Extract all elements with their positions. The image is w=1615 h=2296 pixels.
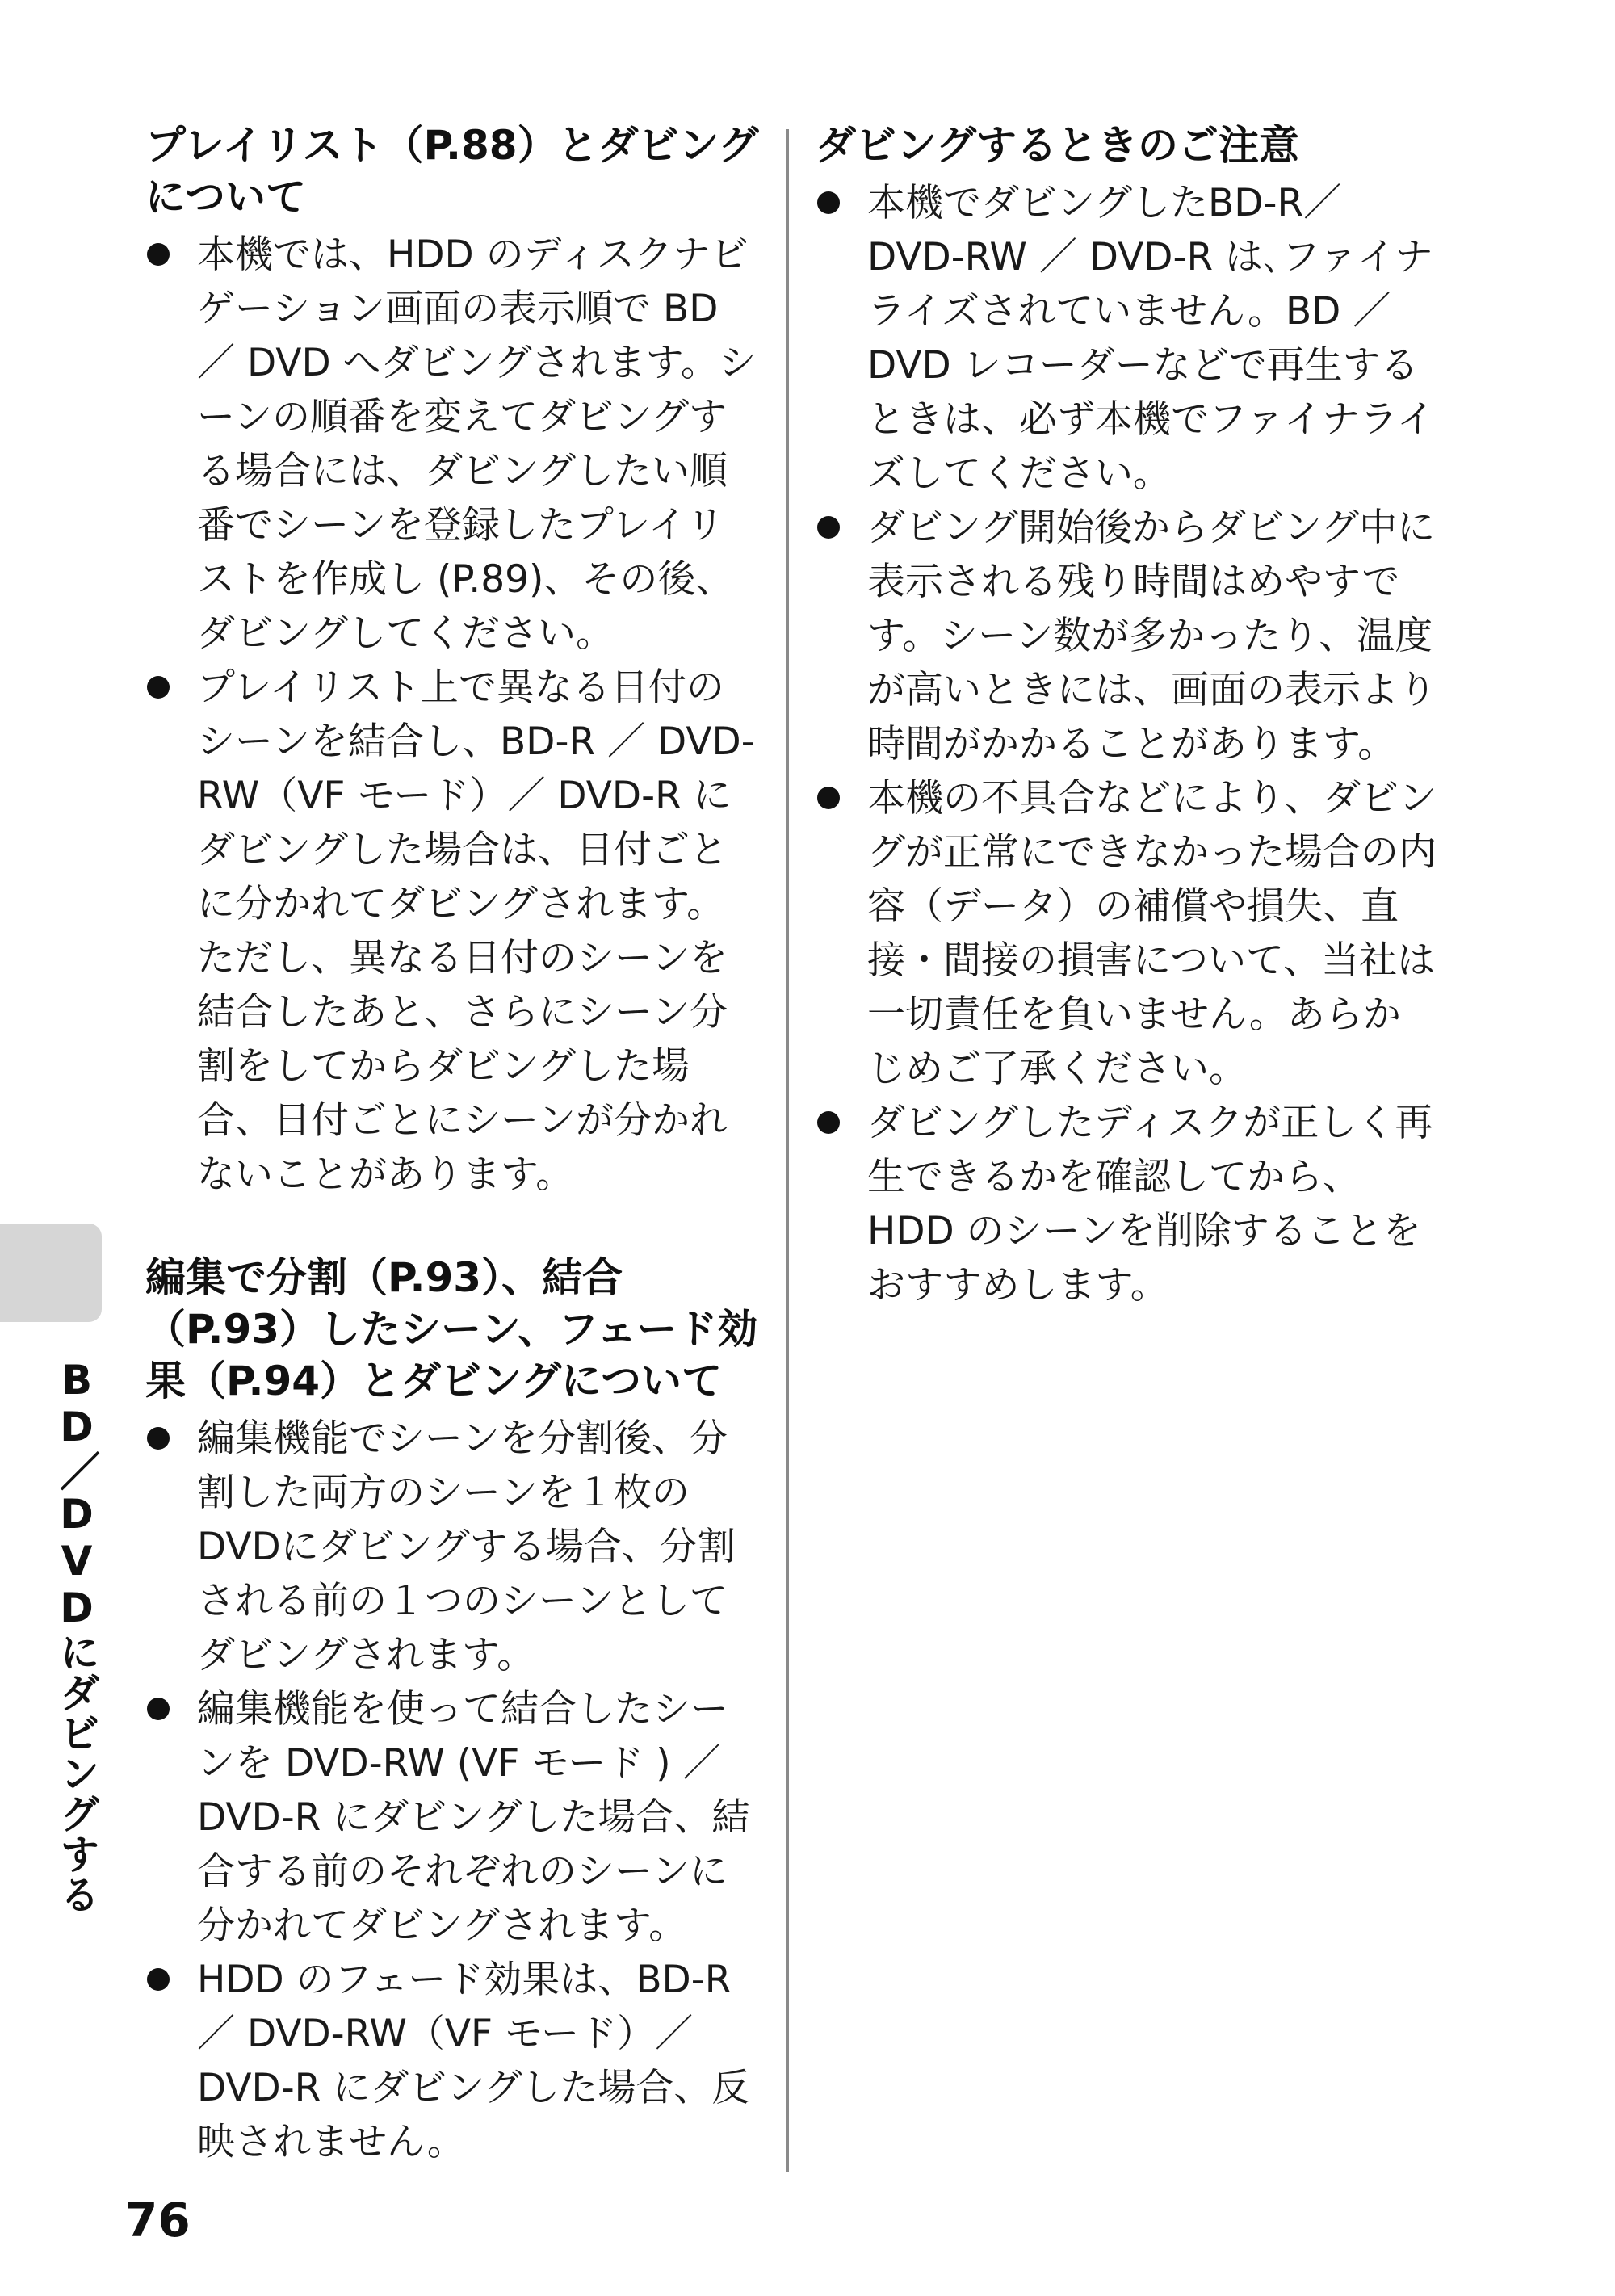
- list-item-text: 本機では、HDD のディスクナビゲーション画面の表示順で BD ／ DVD へダビングされます。シーンの順番を変えてダビングする場合には、ダビングしたい順番でシーンを登録したプレイリストを作成し (P.89)、その後、ダビングしてください。: [197, 233, 757, 656]
- section-edit-dubbing: [145, 1252, 759, 2169]
- list-item: [816, 176, 1437, 501]
- bullet-icon: [147, 1698, 170, 1720]
- bullet-icon: [147, 243, 170, 266]
- bullet-icon: [817, 1111, 840, 1134]
- bullet-icon: [147, 1427, 170, 1450]
- list-item: [145, 1412, 759, 1682]
- list-item: [145, 1953, 759, 2169]
- bullet-list: [145, 228, 759, 1202]
- list-item-text: ダビング開始後からダビング中に表示される残り時間はめやすです。シーン数が多かったり、温度が高いときには、画面の表示より時間がかかることがあります。: [867, 506, 1437, 766]
- list-item-text: プレイリスト上で異なる日付のシーンを結合し、BD-R ／ DVD-RW（VF モード）／ DVD-R にダビングした場合は、日付ごとに分かれてダビングされます。ただし、異なる日付のシーンを結合したあと、さらにシーン分割をしてからダビングした場合、日付ごとにシーンが分かれないことがあります。: [197, 665, 755, 1197]
- chapter-side-label: BD／DVDにダビングする: [53, 1357, 100, 1914]
- section-dubbing-cautions: [816, 120, 1437, 1312]
- bullet-icon: [817, 787, 840, 809]
- list-item-text: HDD のフェード効果は、BD-R ／ DVD-RW（VF モード）／ DVD-R にダビングした場合、反映されません。: [197, 1958, 750, 2164]
- left-column: [145, 120, 759, 2219]
- list-item-text: 編集機能でシーンを分割後、分割した両方のシーンを１枚のDVDにダビングする場合、分割される前の１つのシーンとしてダビングされます。: [197, 1417, 736, 1677]
- bullet-icon: [817, 516, 840, 539]
- list-item-text: 編集機能を使って結合したシーンを DVD-RW (VF モード ) ／ DVD-R にダビングした場合、結合する前のそれぞれのシーンに分かれてダビングされます。: [197, 1687, 750, 1948]
- list-item-text: 本機の不具合などにより、ダビングが正常にできなかった場合の内容（データ）の補償や損失、直接・間接の損害について、当社は一切責任を負いません。あらかじめご了承ください。: [867, 776, 1437, 1091]
- section-heading: プレイリスト（P.88）とダビングについて: [145, 122, 759, 220]
- chapter-tab: [0, 1224, 102, 1322]
- bullet-list: [816, 176, 1437, 1312]
- list-item: [816, 771, 1437, 1096]
- bullet-list: [145, 1412, 759, 2169]
- list-item: [816, 501, 1437, 771]
- section-heading: ダビングするときのご注意: [816, 122, 1299, 169]
- page-number: 76: [125, 2193, 191, 2248]
- bullet-icon: [817, 191, 840, 214]
- section-playlist-dubbing: [145, 120, 759, 1202]
- section-heading: 編集で分割（P.93）、結合（P.93）したシーン、フェード効果（P.94）とダビングについて: [145, 1254, 758, 1404]
- list-item-text: 本機でダビングしたBD-R／DVD-RW ／ DVD-R は､ファイナライズされていません。BD ／ DVD レコーダーなどで再生するときは、必ず本機でファイナライズしてください。: [867, 181, 1435, 496]
- bullet-icon: [147, 676, 170, 699]
- list-item: [145, 228, 759, 661]
- right-column: [816, 120, 1437, 1362]
- list-item: [816, 1096, 1437, 1312]
- list-item: [145, 1682, 759, 1953]
- list-item: [145, 661, 759, 1202]
- list-item-text: ダビングしたディスクが正しく再生できるかを確認してから、HDD のシーンを削除することをおすすめします。: [867, 1101, 1433, 1308]
- column-divider: [786, 129, 789, 2172]
- bullet-icon: [147, 1968, 170, 1991]
